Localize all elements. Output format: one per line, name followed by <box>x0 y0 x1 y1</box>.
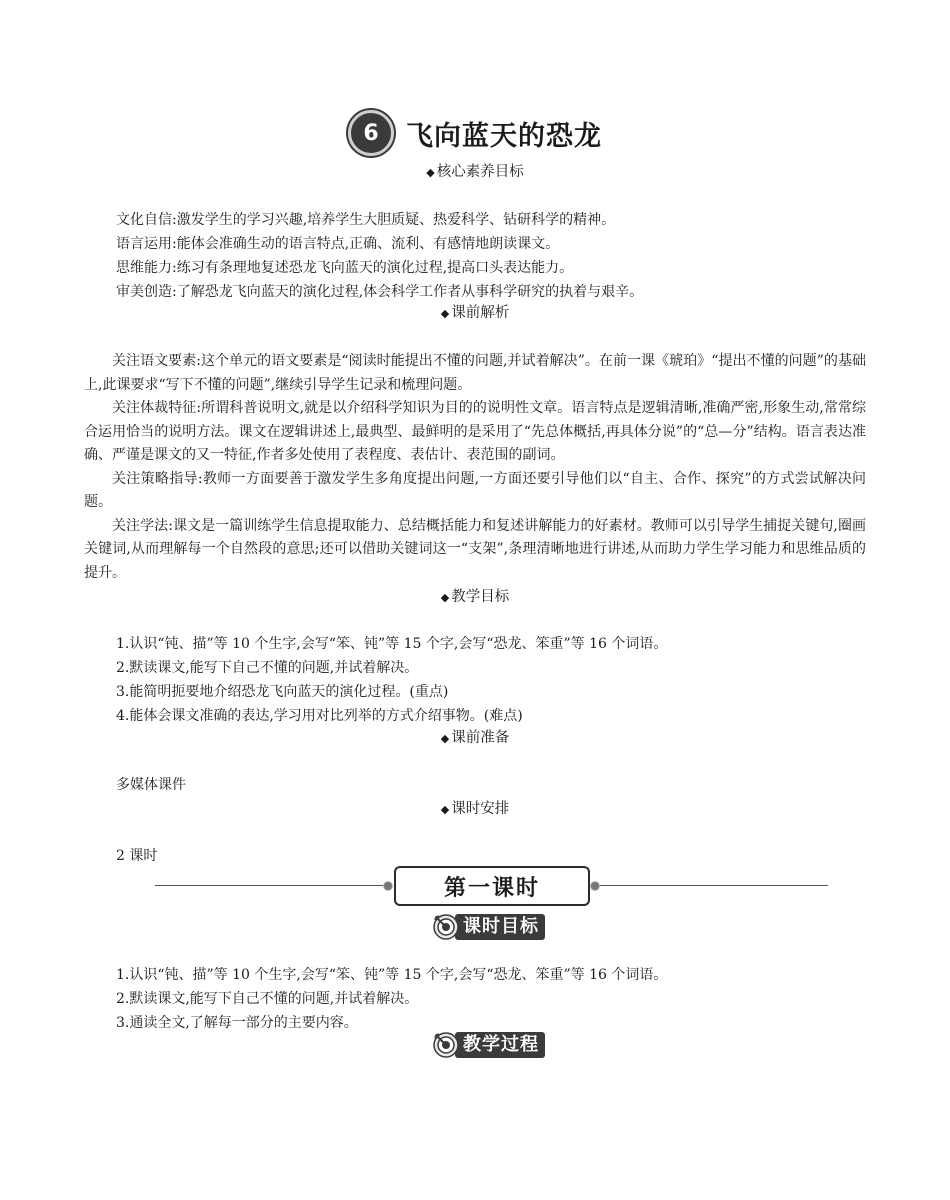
schedule-text: 2 课时 <box>116 848 158 864</box>
list-item: 审美创造:了解恐龙飞向蓝天的演化过程,体会科学工作者从事科学研究的执着与艰辛。 <box>116 284 644 300</box>
section-schedule-heading: ◆ 课时安排 <box>440 801 510 817</box>
preparation-text: 多媒体课件 <box>116 777 186 793</box>
period-goals-label: 课时目标 <box>455 914 545 940</box>
list-item: 2.默读课文,能写下自己不懂的问题,并试着解决。 <box>116 660 419 676</box>
teaching-process-label: 教学过程 <box>455 1032 545 1058</box>
lesson-number-badge: 6 <box>348 110 394 156</box>
section-pre-analysis-heading: ◆ 课前解析 <box>440 305 510 321</box>
section-teaching-goals-heading: ◆ 教学目标 <box>440 589 510 605</box>
diamond-bullet-icon: ◆ <box>440 732 450 745</box>
divider-dot-right <box>590 881 600 891</box>
period-goals-list <box>116 963 876 1035</box>
schedule-text-block <box>116 844 876 868</box>
list-item: 1.认识“钝、描”等 10 个生字,会写“笨、钝”等 15 个字,会写“恐龙、笨重”等 16 个词语。 <box>116 967 668 983</box>
list-item: 3.通读全文,了解每一部分的主要内容。 <box>116 1015 358 1031</box>
divider-dot-left <box>383 881 393 891</box>
section-preparation-heading: ◆ 课前准备 <box>440 730 510 746</box>
diamond-bullet-icon: ◆ <box>440 591 450 604</box>
list-item: 1.认识“钝、描”等 10 个生字,会写“笨、钝”等 15 个字,会写“恐龙、笨重”等 16 个词语。 <box>116 636 668 652</box>
target-icon <box>433 1032 459 1058</box>
list-item: 文化自信:激发学生的学习兴趣,培养学生大胆质疑、热爱科学、钻研科学的精神。 <box>116 212 616 228</box>
analysis-paragraph: 关注语文要素:这个单元的语文要素是“阅读时能提出不懂的问题,并试着解决”。在前一课《琥珀》“提出不懂的问题”的基础上,此课要求“写下不懂的问题”,继续引导学生记录和梳理问题。 <box>84 353 866 393</box>
analysis-paragraph: 关注学法:课文是一篇训练学生信息提取能力、总结概括能力和复述讲解能力的好素材。教师可以引导学生捕捉关键句,圈画关键词,从而理解每一个自然段的意思;还可以借助关键词这一“支架”,条理清晰地进行讲述,从而助力学生学习能力和思维品质的提升。 <box>84 517 866 581</box>
diamond-bullet-icon: ◆ <box>426 166 435 179</box>
list-item: 3.能简明扼要地介绍恐龙飞向蓝天的演化过程。(重点) <box>116 684 449 700</box>
divider-line-right <box>596 885 828 886</box>
first-period-title: 第一课时 <box>394 866 590 906</box>
analysis-paragraphs <box>84 350 866 585</box>
lesson-header <box>0 110 950 156</box>
core-goals-list <box>116 208 876 304</box>
period-goals-badge <box>433 913 549 940</box>
target-icon <box>433 914 459 940</box>
list-item: 思维能力:练习有条理地复述恐龙飞向蓝天的演化过程,提高口头表达能力。 <box>116 260 574 276</box>
lesson-title: 飞向蓝天的恐龙 <box>406 120 602 152</box>
teaching-goals-list <box>116 632 876 728</box>
diamond-bullet-icon: ◆ <box>440 803 450 816</box>
list-item: 4.能体会课文准确的表达,学习用对比列举的方式介绍事物。(难点) <box>116 708 523 724</box>
analysis-paragraph: 关注策略指导:教师一方面要善于激发学生多角度提出问题,一方面还要引导他们以“自主、合作、探究”的方式尝试解决问题。 <box>84 470 866 510</box>
list-item: 语言运用:能体会准确生动的语言特点,正确、流利、有感情地朗读课文。 <box>116 236 560 252</box>
divider-line-left <box>155 885 387 886</box>
analysis-paragraph: 关注体裁特征:所谓科普说明文,就是以介绍科学知识为目的的说明性文章。语言特点是逻辑清晰,准确严密,形象生动,常常综合运用恰当的说明方法。课文在逻辑讲述上,最典型、最鲜明的是采用了“先总体概括,再具体分说”的“总—分”结构。语言表达准确、严谨是课文的又一特征,作者多处使用了表程度、表估计、表范围的副词。 <box>84 400 866 463</box>
section-core-goals-heading: ◆ 核心素养目标 <box>426 164 524 180</box>
teaching-process-badge <box>433 1031 549 1058</box>
list-item: 2.默读课文,能写下自己不懂的问题,并试着解决。 <box>116 991 419 1007</box>
preparation-text-block <box>116 773 876 797</box>
diamond-bullet-icon: ◆ <box>440 307 450 320</box>
